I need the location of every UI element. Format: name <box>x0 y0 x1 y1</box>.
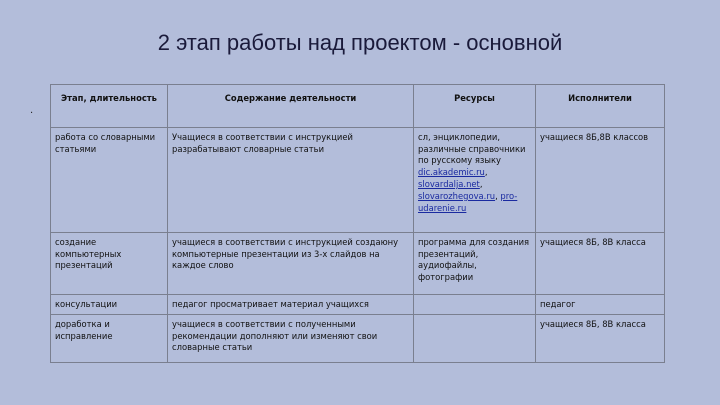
cell-resources: программа для создания презентаций, аудиофайлы, фотографии <box>414 232 536 294</box>
header-content: Содержание деятельности <box>168 85 414 128</box>
project-table <box>50 84 665 363</box>
cell-content: педагог просматривает материал учащихся <box>168 294 414 314</box>
header-executors: Исполнители <box>536 85 665 128</box>
resources-text: сл, энциклопедии, различные справочники по русскому языку <box>418 131 526 166</box>
slide-title: 2 этап работы над проектом - основной <box>157 30 563 55</box>
table-row <box>51 294 665 314</box>
cell-stage: консультации <box>51 294 168 314</box>
link-pro-udarenie[interactable]: pro-udarenie.ru <box>418 190 518 213</box>
cell-executors: педагог <box>536 294 665 314</box>
bullet-dot: . <box>30 105 34 116</box>
cell-resources <box>414 294 536 314</box>
table-row <box>51 127 665 232</box>
table-row <box>51 232 665 294</box>
link-slovardalja[interactable]: slovardalja.net <box>418 178 480 189</box>
link-slovarozhegova[interactable]: slovarozhegova.ru <box>418 190 496 201</box>
cell-content: Учащиеся в соответствии с инструкцией разрабатывают словарные статьи <box>168 127 414 232</box>
cell-executors: учащиеся 8Б,8В классов <box>536 127 665 232</box>
cell-resources <box>414 314 536 362</box>
link-akademic[interactable]: dic.akademic.ru <box>418 167 485 178</box>
cell-stage: доработка и исправление <box>51 314 168 362</box>
header-stage: Этап, длительность <box>51 85 168 128</box>
cell-stage: работа со словарными статьями <box>51 127 168 232</box>
header-resources: Ресурсы <box>414 85 536 128</box>
cell-resources: сл, энциклопедии, различные справочники по русскому языку dic.akademic.ru, slovardalja.net, slovarozhegova.ru, pro-udarenie.ru <box>414 127 536 232</box>
cell-content: учащиеся в соответствии с инструкцией создаюну компьютерные презентации из 3-х слайдов на каждое слово <box>168 232 414 294</box>
header-row <box>51 85 665 128</box>
table-row <box>51 314 665 362</box>
cell-executors: учащиеся 8Б, 8В класса <box>536 314 665 362</box>
cell-content: учащиеся в соответствии с полученными рекомендации дополняют или изменяют свои словарные статьи <box>168 314 414 362</box>
cell-stage: создание компьютерных презентаций <box>51 232 168 294</box>
cell-executors: учащиеся 8Б, 8В класса <box>536 232 665 294</box>
